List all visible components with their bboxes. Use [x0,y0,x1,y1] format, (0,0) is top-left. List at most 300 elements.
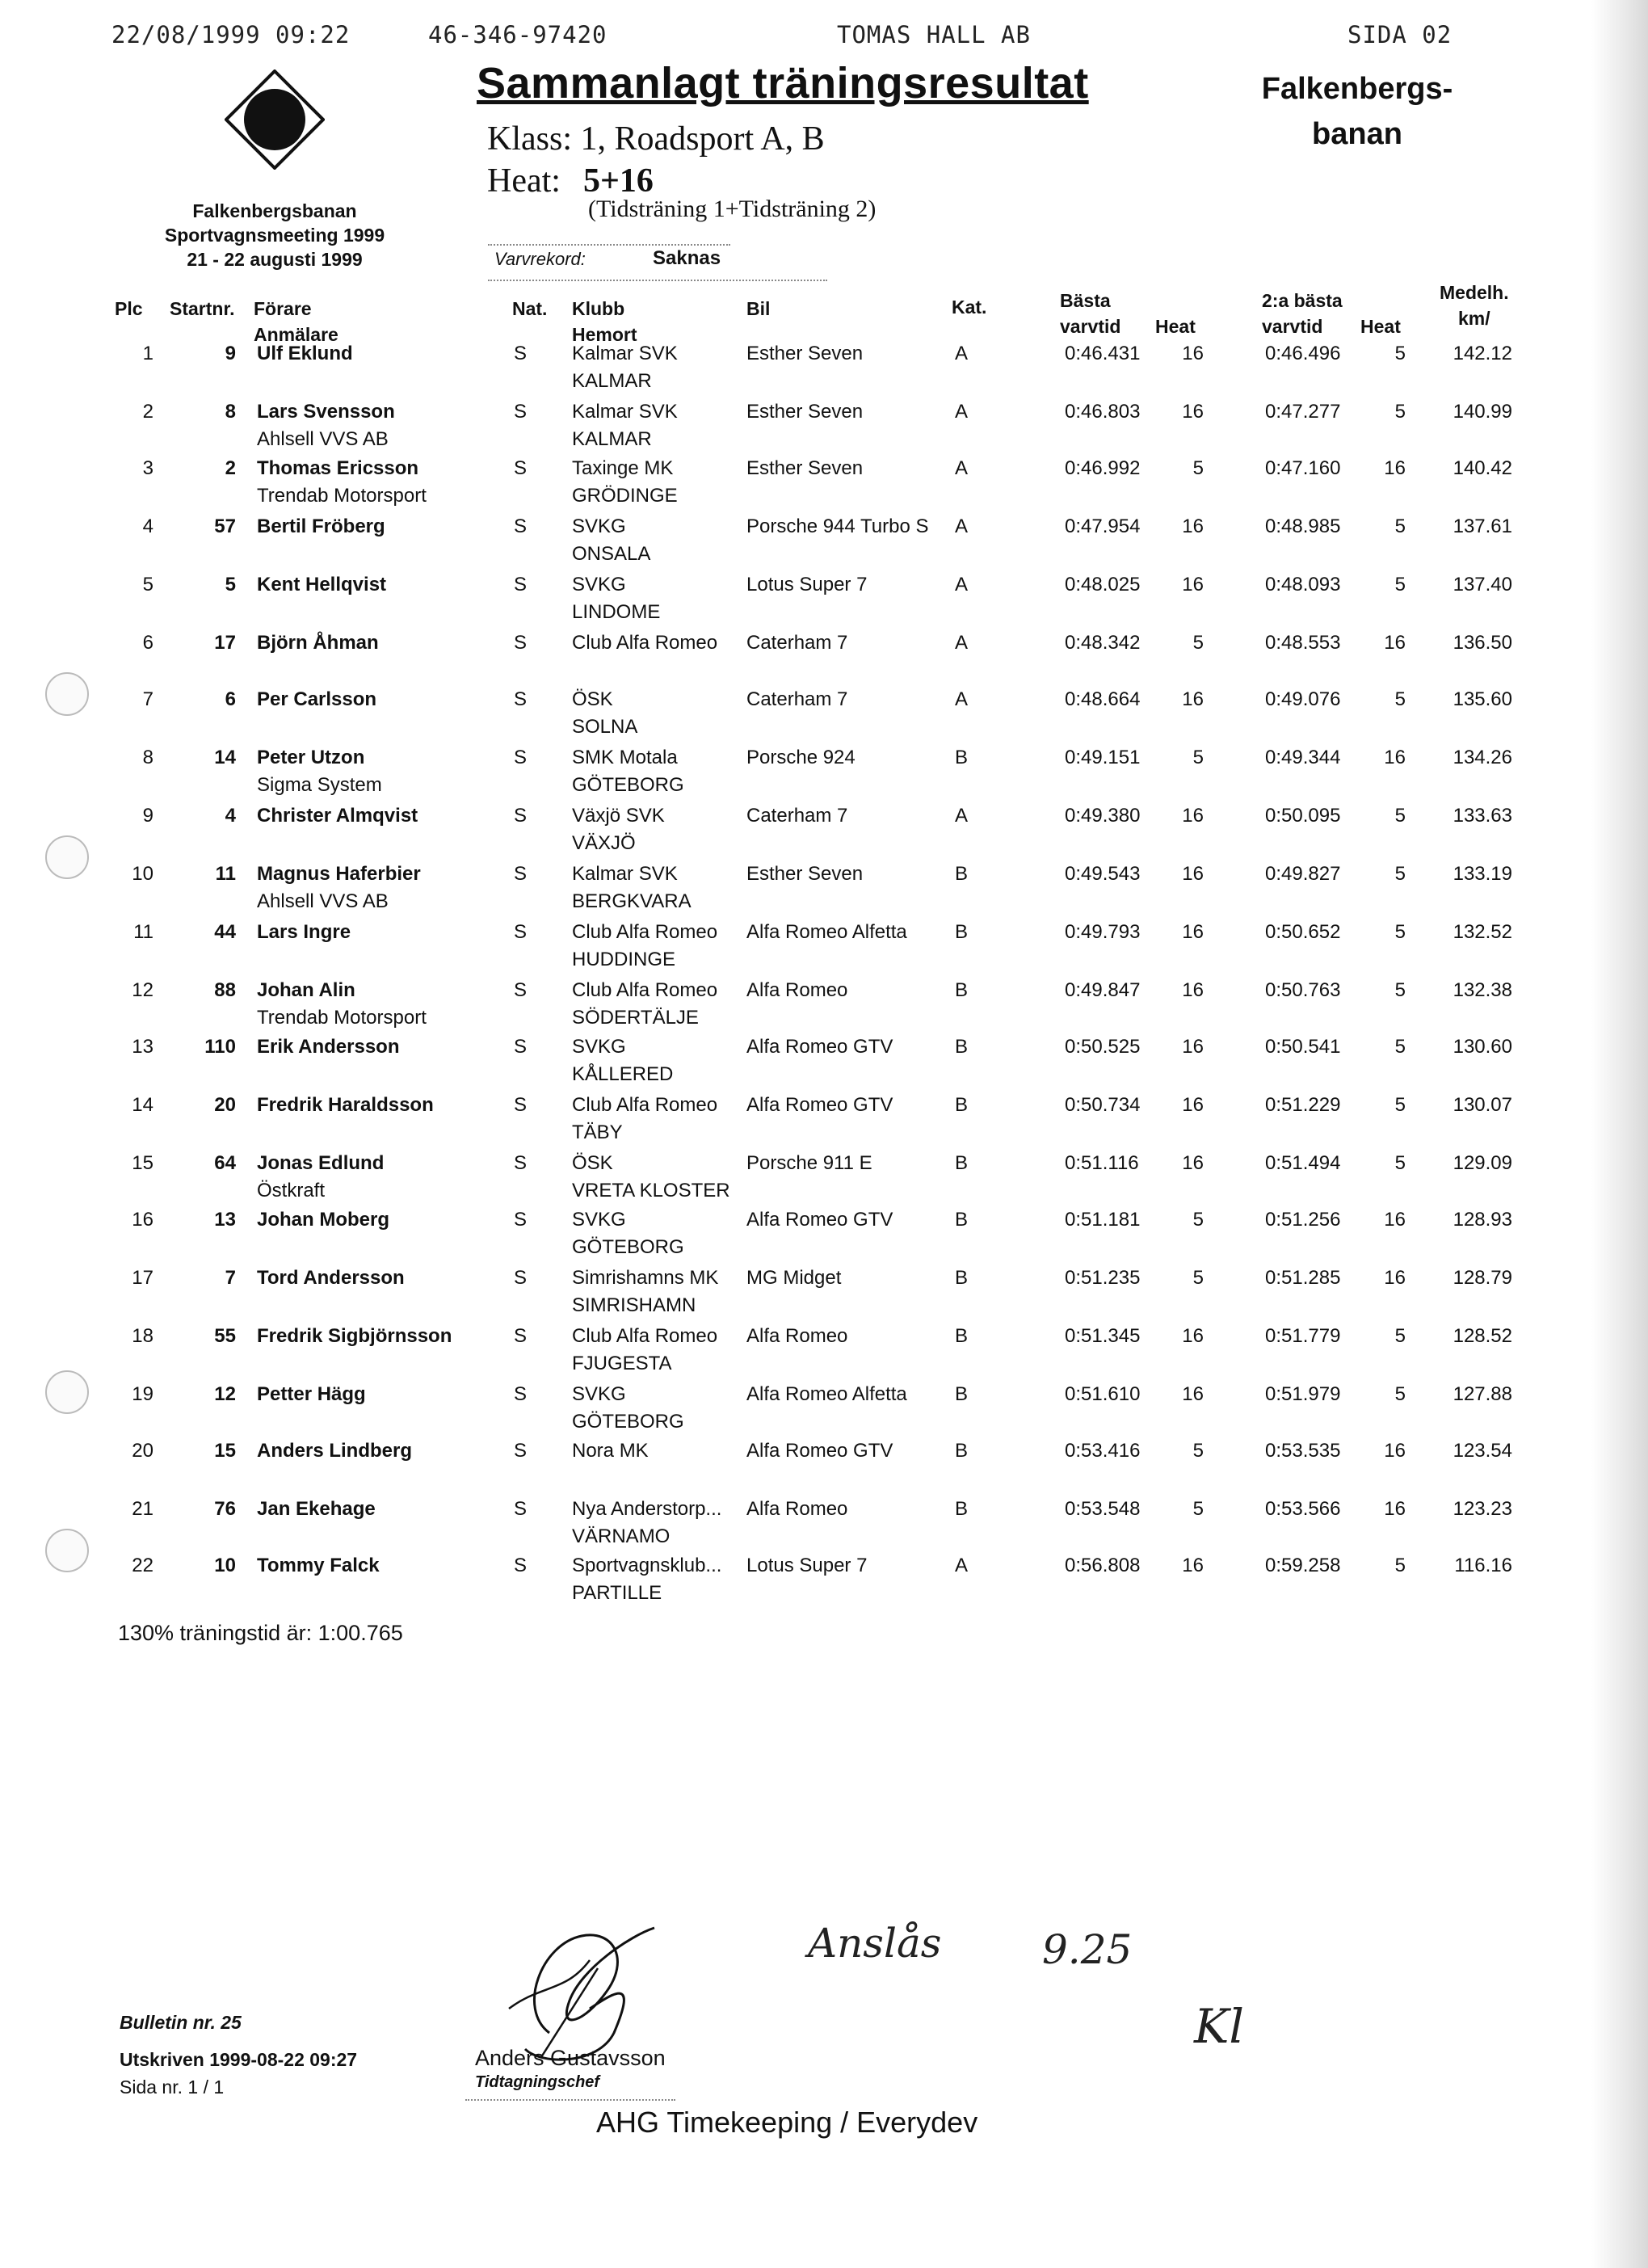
cell-nat: S [514,1152,528,1174]
cell-nat: S [514,688,528,710]
header-heat1: Heat [1155,316,1196,337]
cell-avg-speed: 127.88 [1453,1383,1512,1405]
cell-best-lap: 0:51.235 [1065,1267,1141,1289]
cell-startnr: 88 [214,979,236,1001]
cell-startnr: 13 [214,1209,236,1231]
cell-club: Kalmar SVK [572,863,678,885]
cell-plc: 18 [132,1325,153,1347]
cell-kat: B [955,863,969,885]
handwritten-time: 9.25 [1042,1926,1133,1973]
cell-best-lap: 0:46.992 [1065,457,1141,479]
diamond-circle-logo-icon [225,69,325,170]
cell-nat: S [514,805,528,827]
cell-driver: Jonas Edlund [257,1152,385,1174]
cell-heat1: 5 [1192,1209,1204,1231]
cell-nat: S [514,1498,528,1520]
cell-heat1: 5 [1192,1267,1204,1289]
cell-town: ONSALA [572,543,651,565]
cell-kat: B [955,1498,969,1520]
punch-hole [45,672,89,716]
cell-second-lap: 0:49.827 [1265,863,1341,885]
punch-hole [45,1370,89,1414]
signer-role: Tidtagningschef [475,2073,600,2091]
cell-nat: S [514,1094,528,1116]
event-info [145,199,404,271]
cell-heat2: 5 [1394,1325,1406,1347]
cell-second-lap: 0:48.553 [1265,632,1341,654]
cell-kat: B [955,1094,969,1116]
cell-car: Esther Seven [746,457,864,479]
cell-club: ÖSK [572,1152,613,1174]
cell-town: HUDDINGE [572,949,676,970]
cell-avg-speed: 132.52 [1453,921,1512,943]
cell-heat1: 16 [1182,805,1204,827]
cell-heat2: 5 [1394,1094,1406,1116]
header-avg-speed [1440,280,1509,331]
cell-nat: S [514,343,528,364]
cell-driver: Fredrik Sigbjörnsson [257,1325,452,1347]
cell-entrant: Östkraft [257,1180,326,1201]
cell-startnr: 2 [225,457,236,479]
cell-startnr: 7 [225,1267,236,1289]
cell-club: SVKG [572,515,626,537]
cell-kat: A [955,805,969,827]
cell-car: Alfa Romeo [746,1325,848,1347]
cell-plc: 11 [133,921,153,943]
cell-car: Alfa Romeo Alfetta [746,921,907,943]
cell-nat: S [514,1209,528,1231]
printed-timestamp: Utskriven 1999-08-22 09:27 [120,2049,358,2070]
cell-entrant: Trendab Motorsport [257,1007,427,1029]
cell-startnr: 110 [204,1036,236,1058]
cell-car: Caterham 7 [746,805,848,827]
cell-heat1: 5 [1192,1498,1204,1520]
cell-driver: Anders Lindberg [257,1440,413,1462]
cell-kat: A [955,688,969,710]
cell-driver: Magnus Haferbier [257,863,421,885]
cell-car: Alfa Romeo GTV [746,1440,893,1462]
handwritten-note: Anslås [808,1920,942,1967]
cell-second-lap: 0:51.229 [1265,1094,1341,1116]
cell-club: Taxinge MK [572,457,674,479]
cell-plc: 1 [142,343,153,364]
cell-second-lap: 0:51.494 [1265,1152,1341,1174]
cell-club: Simrishamns MK [572,1267,719,1289]
track-name [1236,66,1478,157]
cell-town: GÖTEBORG [572,774,684,796]
page-number: Sida nr. 1 / 1 [120,2077,225,2098]
cell-kat: A [955,1555,969,1576]
cell-best-lap: 0:48.025 [1065,574,1141,595]
cell-best-lap: 0:48.342 [1065,632,1141,654]
cell-club: SVKG [572,1036,626,1058]
cell-town: VRETA KLOSTER [572,1180,730,1201]
cell-entrant: Trendab Motorsport [257,485,427,507]
header-laptime-label: varvtid [1060,316,1121,337]
cell-nat: S [514,515,528,537]
header-avg-label: Medelh. [1440,282,1509,303]
cell-heat2: 16 [1384,632,1406,654]
cell-car: Alfa Romeo GTV [746,1036,893,1058]
cell-plc: 20 [132,1440,153,1462]
cell-car: MG Midget [746,1267,842,1289]
cell-kat: A [955,343,969,364]
cell-car: Porsche 911 E [746,1152,872,1174]
cell-driver: Tord Andersson [257,1267,405,1289]
cell-kat: B [955,979,969,1001]
lap-record-label: Varvrekord: [494,249,586,269]
header-plc: Plc [115,298,143,319]
cell-car: Alfa Romeo GTV [746,1094,893,1116]
cell-car: Alfa Romeo [746,1498,848,1520]
cell-nat: S [514,632,528,654]
cell-avg-speed: 133.63 [1453,805,1512,827]
cell-second-lap: 0:49.344 [1265,747,1341,768]
cell-best-lap: 0:49.793 [1065,921,1141,943]
cell-avg-speed: 129.09 [1453,1152,1512,1174]
cell-town: KÅLLERED [572,1063,674,1085]
cell-club: Club Alfa Romeo [572,979,718,1001]
cell-kat: B [955,1267,969,1289]
cell-club: Club Alfa Romeo [572,632,718,654]
cell-best-lap: 0:46.431 [1065,343,1141,364]
cell-driver: Peter Utzon [257,747,365,768]
cell-club: Kalmar SVK [572,401,678,423]
fax-page: SIDA 02 [1347,21,1453,48]
cell-avg-speed: 140.42 [1453,457,1512,479]
cell-second-lap: 0:53.566 [1265,1498,1341,1520]
heat-subtitle: (Tidsträning 1+Tidsträning 2) [588,196,877,222]
cell-plc: 19 [132,1383,153,1405]
header-second-best-label: 2:a bästa [1262,290,1343,311]
header-second-best [1262,288,1343,339]
cell-plc: 14 [132,1094,153,1116]
cell-plc: 10 [132,863,153,885]
cell-avg-speed: 128.52 [1453,1325,1512,1347]
cell-club: SVKG [572,1383,626,1405]
training-time-note: 130% träningstid är: 1:00.765 [118,1621,403,1645]
cell-driver: Johan Alin [257,979,355,1001]
page-edge-shadow [1591,0,1648,2268]
cell-town: KALMAR [572,370,652,392]
cell-nat: S [514,921,528,943]
cell-second-lap: 0:47.277 [1265,401,1341,423]
fax-phone: 46-346-97420 [428,21,607,48]
cell-heat2: 16 [1384,1267,1406,1289]
event-name: Sportvagnsmeeting 1999 [164,225,385,246]
cell-second-lap: 0:47.160 [1265,457,1341,479]
fax-company: TOMAS HALL AB [837,21,1031,48]
cell-club: Nora MK [572,1440,649,1462]
cell-plc: 4 [142,515,153,537]
cell-best-lap: 0:49.151 [1065,747,1141,768]
cell-heat2: 16 [1384,747,1406,768]
cell-best-lap: 0:51.610 [1065,1383,1141,1405]
cell-heat1: 16 [1182,921,1204,943]
signature-line [465,2099,675,2101]
cell-second-lap: 0:53.535 [1265,1440,1341,1462]
cell-startnr: 20 [214,1094,236,1116]
cell-driver: Björn Åhman [257,632,379,654]
cell-kat: B [955,1036,969,1058]
cell-best-lap: 0:53.416 [1065,1440,1141,1462]
cell-car: Lotus Super 7 [746,574,868,595]
lap-record-value: Saknas [653,247,721,269]
cell-best-lap: 0:51.181 [1065,1209,1141,1231]
cell-driver: Tommy Falck [257,1555,380,1576]
cell-avg-speed: 128.79 [1453,1267,1512,1289]
cell-plc: 3 [142,457,153,479]
cell-best-lap: 0:51.345 [1065,1325,1141,1347]
cell-heat2: 16 [1384,1440,1406,1462]
cell-kat: A [955,401,969,423]
cell-heat2: 16 [1384,457,1406,479]
cell-avg-speed: 136.50 [1453,632,1512,654]
cell-heat2: 5 [1394,863,1406,885]
header-kmh-label: km/ [1457,308,1490,329]
cell-avg-speed: 116.16 [1454,1555,1512,1576]
cell-second-lap: 0:50.763 [1265,979,1341,1001]
cell-club: Nya Anderstorp... [572,1498,722,1520]
cell-car: Lotus Super 7 [746,1555,868,1576]
cell-second-lap: 0:50.541 [1265,1036,1341,1058]
bulletin-number: Bulletin nr. 25 [120,2012,242,2033]
cell-entrant: Sigma System [257,774,382,796]
cell-kat: B [955,1440,969,1462]
cell-driver: Kent Hellqvist [257,574,387,595]
cell-avg-speed: 123.54 [1453,1440,1512,1462]
cell-heat1: 5 [1192,632,1204,654]
event-track: Falkenbergsbanan [192,200,357,221]
cell-nat: S [514,401,528,423]
cell-kat: A [955,632,969,654]
cell-heat1: 16 [1182,1036,1204,1058]
cell-avg-speed: 128.93 [1453,1209,1512,1231]
cell-heat2: 16 [1384,1209,1406,1231]
header-heat2: Heat [1360,316,1401,337]
punch-hole [45,1529,89,1572]
cell-heat2: 5 [1394,1152,1406,1174]
cell-heat2: 5 [1394,979,1406,1001]
cell-club: SMK Motala [572,747,678,768]
cell-plc: 6 [142,632,153,654]
cell-town: VÄXJÖ [572,832,636,854]
cell-heat2: 16 [1384,1498,1406,1520]
cell-car: Esther Seven [746,343,864,364]
cell-town: GÖTEBORG [572,1236,684,1258]
cell-second-lap: 0:46.496 [1265,343,1341,364]
cell-entrant: Ahlsell VVS AB [257,428,389,450]
heat-value: 5+16 [582,162,654,200]
cell-startnr: 4 [225,805,236,827]
cell-avg-speed: 140.99 [1453,401,1512,423]
cell-best-lap: 0:49.543 [1065,863,1141,885]
cell-kat: A [955,574,969,595]
cell-nat: S [514,574,528,595]
cell-car: Alfa Romeo [746,979,848,1001]
fax-datetime: 22/08/1999 09:22 [111,21,351,48]
cell-driver: Jan Ekehage [257,1498,376,1520]
cell-kat: B [955,1383,969,1405]
cell-best-lap: 0:50.734 [1065,1094,1141,1116]
cell-avg-speed: 123.23 [1453,1498,1512,1520]
cell-nat: S [514,1325,528,1347]
cell-driver: Per Carlsson [257,688,377,710]
cell-best-lap: 0:49.847 [1065,979,1141,1001]
cell-startnr: 5 [225,574,236,595]
cell-avg-speed: 137.40 [1453,574,1512,595]
cell-second-lap: 0:48.985 [1265,515,1341,537]
cell-car: Porsche 924 [746,747,856,768]
cell-heat2: 5 [1394,921,1406,943]
cell-kat: B [955,921,969,943]
cell-driver: Petter Hägg [257,1383,366,1405]
cell-club: SVKG [572,1209,626,1231]
cell-startnr: 6 [225,688,236,710]
cell-club: Club Alfa Romeo [572,1094,718,1116]
cell-driver: Bertil Fröberg [257,515,385,537]
header-club [572,296,637,347]
cell-startnr: 44 [214,921,236,943]
cell-second-lap: 0:48.093 [1265,574,1341,595]
header-laptime2-label: varvtid [1262,316,1323,337]
cell-driver: Lars Ingre [257,921,351,943]
header-best [1060,288,1120,339]
divider [488,280,827,281]
heat-label-text: Heat: [487,162,561,200]
event-dates: 21 - 22 augusti 1999 [187,249,363,270]
cell-heat1: 16 [1182,1555,1204,1576]
cell-plc: 21 [132,1498,153,1520]
cell-startnr: 9 [225,343,236,364]
heat-label [487,162,654,200]
cell-heat1: 16 [1182,1094,1204,1116]
cell-startnr: 15 [214,1440,236,1462]
cell-nat: S [514,979,528,1001]
cell-plc: 22 [132,1555,153,1576]
cell-best-lap: 0:50.525 [1065,1036,1141,1058]
cell-startnr: 64 [214,1152,236,1174]
punch-hole [45,835,89,879]
cell-startnr: 76 [214,1498,236,1520]
header-driver-label: Förare [254,298,312,319]
cell-avg-speed: 130.60 [1453,1036,1512,1058]
cell-town: VÄRNAMO [572,1525,671,1547]
header-entrant-label: Anmälare [254,324,338,345]
cell-heat2: 5 [1394,805,1406,827]
header-driver [254,296,338,347]
cell-avg-speed: 142.12 [1453,343,1512,364]
cell-avg-speed: 133.19 [1453,863,1512,885]
cell-town: TÄBY [572,1121,623,1143]
cell-startnr: 55 [214,1325,236,1347]
cell-heat1: 16 [1182,343,1204,364]
cell-heat1: 16 [1182,1383,1204,1405]
header-car: Bil [746,298,771,319]
cell-heat2: 5 [1394,343,1406,364]
cell-car: Esther Seven [746,401,864,423]
cell-heat1: 16 [1182,979,1204,1001]
cell-club: SVKG [572,574,626,595]
cell-club: Växjö SVK [572,805,665,827]
cell-car: Alfa Romeo GTV [746,1209,893,1231]
header-startnr: Startnr. [170,298,235,319]
cell-club: Club Alfa Romeo [572,1325,718,1347]
cell-second-lap: 0:51.979 [1265,1383,1341,1405]
cell-club: Kalmar SVK [572,343,678,364]
cell-second-lap: 0:50.095 [1265,805,1341,827]
cell-car: Caterham 7 [746,632,848,654]
cell-plc: 15 [132,1152,153,1174]
cell-heat1: 5 [1192,1440,1204,1462]
cell-heat2: 5 [1394,401,1406,423]
cell-kat: B [955,1209,969,1231]
cell-club: Sportvagnsklub... [572,1555,722,1576]
cell-plc: 17 [132,1267,153,1289]
header-nat: Nat. [512,298,548,319]
cell-second-lap: 0:59.258 [1265,1555,1341,1576]
cell-car: Caterham 7 [746,688,848,710]
cell-plc: 2 [142,401,153,423]
cell-driver: Johan Moberg [257,1209,390,1231]
class-label: Klass: 1, Roadsport A, B [487,120,825,158]
cell-nat: S [514,1440,528,1462]
header-town-label: Hemort [572,324,637,345]
cell-best-lap: 0:47.954 [1065,515,1141,537]
cell-town: GÖTEBORG [572,1411,684,1433]
cell-club: Club Alfa Romeo [572,921,718,943]
cell-avg-speed: 134.26 [1453,747,1512,768]
cell-plc: 8 [142,747,153,768]
cell-kat: A [955,515,969,537]
cell-best-lap: 0:49.380 [1065,805,1141,827]
cell-heat1: 5 [1192,457,1204,479]
cell-second-lap: 0:51.285 [1265,1267,1341,1289]
track-name-line: banan [1312,117,1402,151]
track-name-line: Falkenbergs- [1261,72,1453,106]
cell-heat1: 16 [1182,515,1204,537]
cell-best-lap: 0:56.808 [1065,1555,1141,1576]
cell-avg-speed: 130.07 [1453,1094,1512,1116]
cell-nat: S [514,1383,528,1405]
cell-kat: B [955,1325,969,1347]
cell-heat2: 5 [1394,688,1406,710]
cell-heat2: 5 [1394,1383,1406,1405]
cell-heat2: 5 [1394,1555,1406,1576]
cell-avg-speed: 132.38 [1453,979,1512,1001]
cell-startnr: 8 [225,401,236,423]
cell-nat: S [514,1555,528,1576]
cell-town: SÖDERTÄLJE [572,1007,699,1029]
cell-startnr: 17 [214,632,236,654]
cell-heat2: 5 [1394,574,1406,595]
cell-avg-speed: 135.60 [1453,688,1512,710]
cell-avg-speed: 137.61 [1453,515,1512,537]
cell-driver: Ulf Eklund [257,343,353,364]
cell-heat2: 5 [1394,515,1406,537]
cell-car: Alfa Romeo Alfetta [746,1383,907,1405]
cell-startnr: 10 [214,1555,236,1576]
cell-heat1: 16 [1182,863,1204,885]
header-kat: Kat. [952,297,987,318]
cell-town: BERGKVARA [572,890,692,912]
handwritten-initials: Kl [1194,1999,1244,2054]
cell-driver: Christer Almqvist [257,805,418,827]
cell-best-lap: 0:48.664 [1065,688,1141,710]
cell-entrant: Ahlsell VVS AB [257,890,389,912]
cell-plc: 12 [132,979,153,1001]
footer-organization: AHG Timekeeping / Everydev [596,2106,978,2139]
